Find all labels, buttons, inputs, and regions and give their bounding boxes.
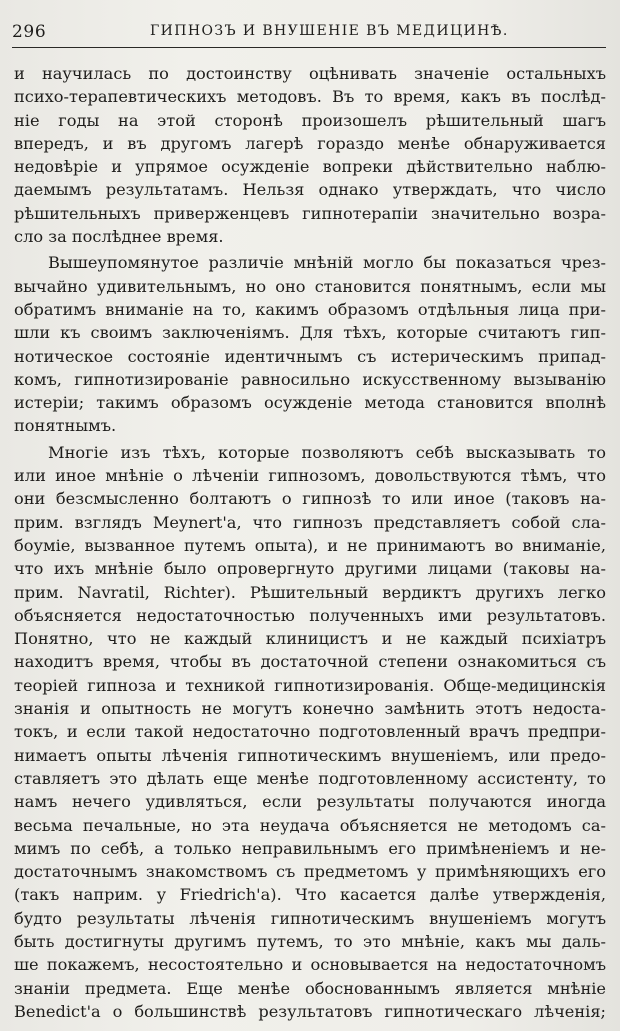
running-head: ГИПНОЗЪ И ВНУШЕНІЕ ВЪ МЕДИЦИНѢ. — [150, 23, 509, 39]
page-header — [12, 22, 606, 48]
text-line: боуміе, вызванное путемъ опыта), и не принимаютъ во вниманіе, — [14, 535, 606, 555]
text-line: впередъ, и въ другомъ лагерѣ гораздо менѣе обнаруживается — [14, 133, 606, 153]
text-line: ніе годы на этой сторонѣ произошелъ рѣшительный шагъ — [14, 110, 606, 130]
text-line: нотическое состояніе идентичнымъ съ истерическимъ припад- — [14, 346, 606, 366]
text-line: комъ, гипнотизированіе равносильно искусственному вызыванію — [14, 369, 606, 389]
text-line: рѣшительныхъ приверженцевъ гипнотерапіи значительно возра- — [14, 203, 606, 223]
page-number: 296 — [12, 22, 47, 42]
text-line: вычайно удивительнымъ, но оно становится понятнымъ, если мы — [14, 276, 606, 296]
text-line: ше покажемъ, несостоятельно и основывается на недостаточномъ — [14, 955, 606, 975]
text-line: Вышеупомянутое различіе мнѣній могло бы показаться чрез- — [48, 253, 606, 273]
text-line: знаніи предмета. Еще менѣе обоснованнымъ является мнѣніе — [14, 978, 606, 998]
paragraph — [14, 251, 606, 437]
text-line: истеріи; такимъ образомъ осужденіе метода становится вполнѣ — [14, 393, 606, 413]
body-text — [14, 62, 606, 1023]
text-line: нимаетъ опыты лѣченія гипнотическимъ внушеніемъ, или предо- — [14, 745, 606, 765]
text-line: будто результаты лѣченія гипнотическимъ внушеніемъ могутъ — [14, 908, 606, 928]
text-line: обратимъ вниманіе на то, какимъ образомъ отдѣльныя лица при- — [14, 299, 606, 319]
text-line: намъ нечего удивляться, если результаты получаются иногда — [14, 792, 606, 812]
text-line: достаточнымъ знакомствомъ съ предметомъ у примѣняющихъ его — [14, 862, 606, 882]
text-line: знанія и опытность не могутъ конечно замѣнить этотъ недоста- — [14, 699, 606, 719]
text-line: и научилась по достоинству оцѣнивать значеніе остальныхъ — [14, 64, 606, 83]
text-line: они безсмысленно болтаютъ о гипнозѣ то или иное (таковъ на- — [14, 489, 606, 509]
text-line: сло за послѣднее время. — [14, 227, 224, 247]
text-line: прим. взглядъ Meynert'а, что гипнозъ представляетъ собой сла- — [14, 512, 606, 532]
text-line: что ихъ мнѣніе было опровергнуто другими лицами (таковы на- — [14, 559, 606, 579]
text-line: объясняется недостаточностью полученныхъ ими результатовъ. — [14, 605, 606, 625]
text-line: весьма печальные, но эта неудача объясняется не методомъ са- — [14, 815, 606, 835]
text-line: токъ, и если такой недостаточно подготовленный врачъ предпри- — [14, 722, 606, 742]
text-line: находитъ время, чтобы въ достаточной степени ознакомиться съ — [14, 652, 606, 672]
text-line: понятнымъ. — [14, 416, 117, 436]
text-line: Понятно, что не каждый клиницистъ и не каждый психіатръ — [14, 629, 606, 649]
text-line: или иное мнѣніе о лѣченіи гипнозомъ, довольствуются тѣмъ, что — [14, 466, 606, 486]
text-line: Многіе изъ тѣхъ, которые позволяютъ себѣ высказывать то — [48, 442, 606, 462]
paragraph — [14, 441, 606, 1023]
text-line: быть достигнуты другимъ путемъ, то это мнѣніе, какъ мы даль- — [14, 931, 606, 951]
header-rule — [12, 47, 606, 48]
text-line: недовѣріе и упрямое осужденіе вопреки дѣйствительно наблю- — [14, 157, 606, 177]
text-line: теоріей гипноза и техникой гипнотизированія. Обще-медицинскія — [14, 675, 606, 695]
text-line: Benedict'а о большинствѣ результатовъ гипнотическаго лѣченія; — [14, 1001, 606, 1021]
text-line: ставляетъ это дѣлать еще менѣе подготовленному ассистенту, то — [14, 768, 606, 788]
text-line: прим. Navratil, Richter). Рѣшительный вердиктъ другихъ легко — [14, 582, 606, 602]
text-line: психо-терапевтическихъ методовъ. Въ то время, какъ въ послѣд- — [14, 87, 606, 107]
text-line: шли къ своимъ заключеніямъ. Для тѣхъ, которые считаютъ гип- — [14, 323, 606, 343]
paragraph — [14, 62, 606, 248]
text-line: мимъ по себѣ, а только неправильнымъ его примѣненіемъ и не- — [14, 838, 606, 858]
text-line: даемымъ результатамъ. Нельзя однако утверждать, что число — [14, 180, 606, 200]
text-line: (такъ наприм. у Friedrich'а). Что касается далѣе утвержденія, — [14, 885, 606, 905]
